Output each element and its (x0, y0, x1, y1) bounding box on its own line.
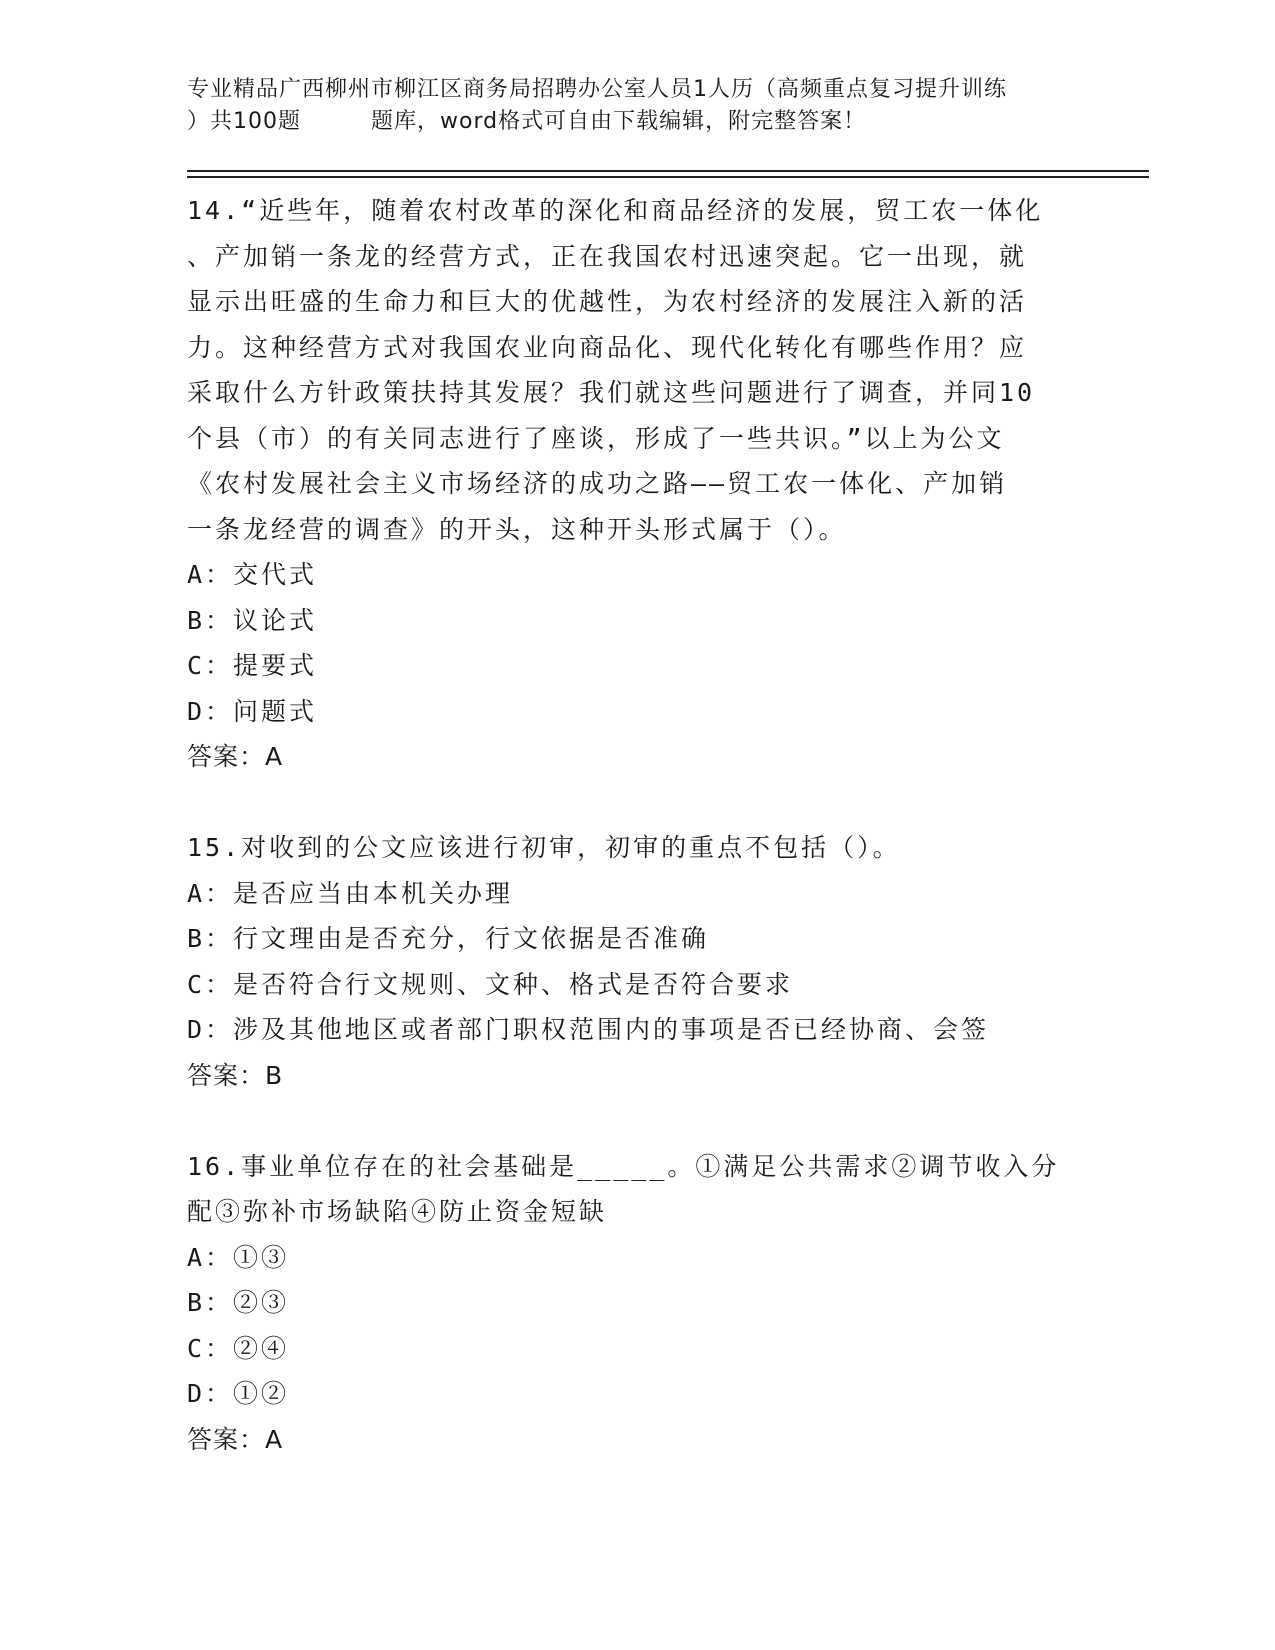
option-b: B：②③ (187, 1288, 290, 1317)
question-list (187, 188, 1087, 1462)
option-d: D：问题式 (187, 696, 318, 726)
option-c: C：是否符合行文规则、文种、格式是否符合要求 (187, 969, 794, 999)
question-14 (187, 188, 1087, 780)
header-line-2b: 题库，word格式可自由下载编辑，附完整答案！ (371, 109, 867, 134)
option-d: D：①② (187, 1379, 290, 1408)
question-text (187, 1144, 1087, 1235)
question-line: 配③弥补市场缺陷④防止资金短缺 (187, 1197, 608, 1226)
document-header (187, 74, 1087, 138)
option-c: C：提要式 (187, 651, 318, 680)
question-15 (187, 825, 1087, 1098)
option-c: C：②④ (187, 1333, 290, 1363)
question-line: 一条龙经营的调查》的开头，这种开头形式属于（）。 (187, 514, 847, 544)
option-d: D：涉及其他地区或者部门职权范围内的事项是否已经协商、会签 (187, 1015, 990, 1044)
question-line: 14.“近些年，随着农村改革的深化和商品经济的发展，贸工农一体化 (187, 196, 1044, 225)
question-text (187, 188, 1087, 552)
question-line: 15.对收到的公文应该进行初审，初审的重点不包括（）。 (187, 833, 901, 862)
header-rule-bottom (187, 176, 1149, 178)
question-16 (187, 1144, 1087, 1463)
option-b: B：行文理由是否充分，行文依据是否准确 (187, 924, 710, 953)
header-line-2a: ）共100题 (187, 109, 301, 134)
option-a: A：①③ (187, 1242, 290, 1272)
option-a: A：是否应当由本机关办理 (187, 878, 514, 908)
question-line: 采取什么方针政策扶持其发展？我们就这些问题进行了调查，并同10 (187, 378, 1036, 407)
header-rule-top (187, 170, 1149, 172)
question-line: 显示出旺盛的生命力和巨大的优越性，为农村经济的发展注入新的活 (187, 287, 1028, 316)
question-line: 《农村发展社会主义市场经济的成功之路——贸工农一体化、产加销 (187, 469, 1008, 498)
option-a: A：交代式 (187, 560, 318, 589)
question-line: 力。这种经营方式对我国农业向商品化、现代化转化有哪些作用？应 (187, 332, 1028, 362)
answer: 答案：A (187, 742, 284, 771)
header-line-1: 专业精品广西柳州市柳江区商务局招聘办公室人员1人历（高频重点复习提升训练 (187, 77, 1007, 102)
question-line: 个县（市）的有关同志进行了座谈，形成了一些共识。”以上为公文 (187, 423, 1005, 453)
answer: 答案：A (187, 1424, 284, 1454)
header-line-2 (187, 106, 1087, 138)
answer: 答案：B (187, 1060, 284, 1090)
question-line: 、产加销一条龙的经营方式，正在我国农村迅速突起。它一出现，就 (187, 241, 1028, 271)
option-b: B：议论式 (187, 605, 318, 635)
question-line: 16.事业单位存在的社会基础是_____。①满足公共需求②调节收入分 (187, 1151, 1060, 1181)
question-text (187, 825, 1087, 871)
